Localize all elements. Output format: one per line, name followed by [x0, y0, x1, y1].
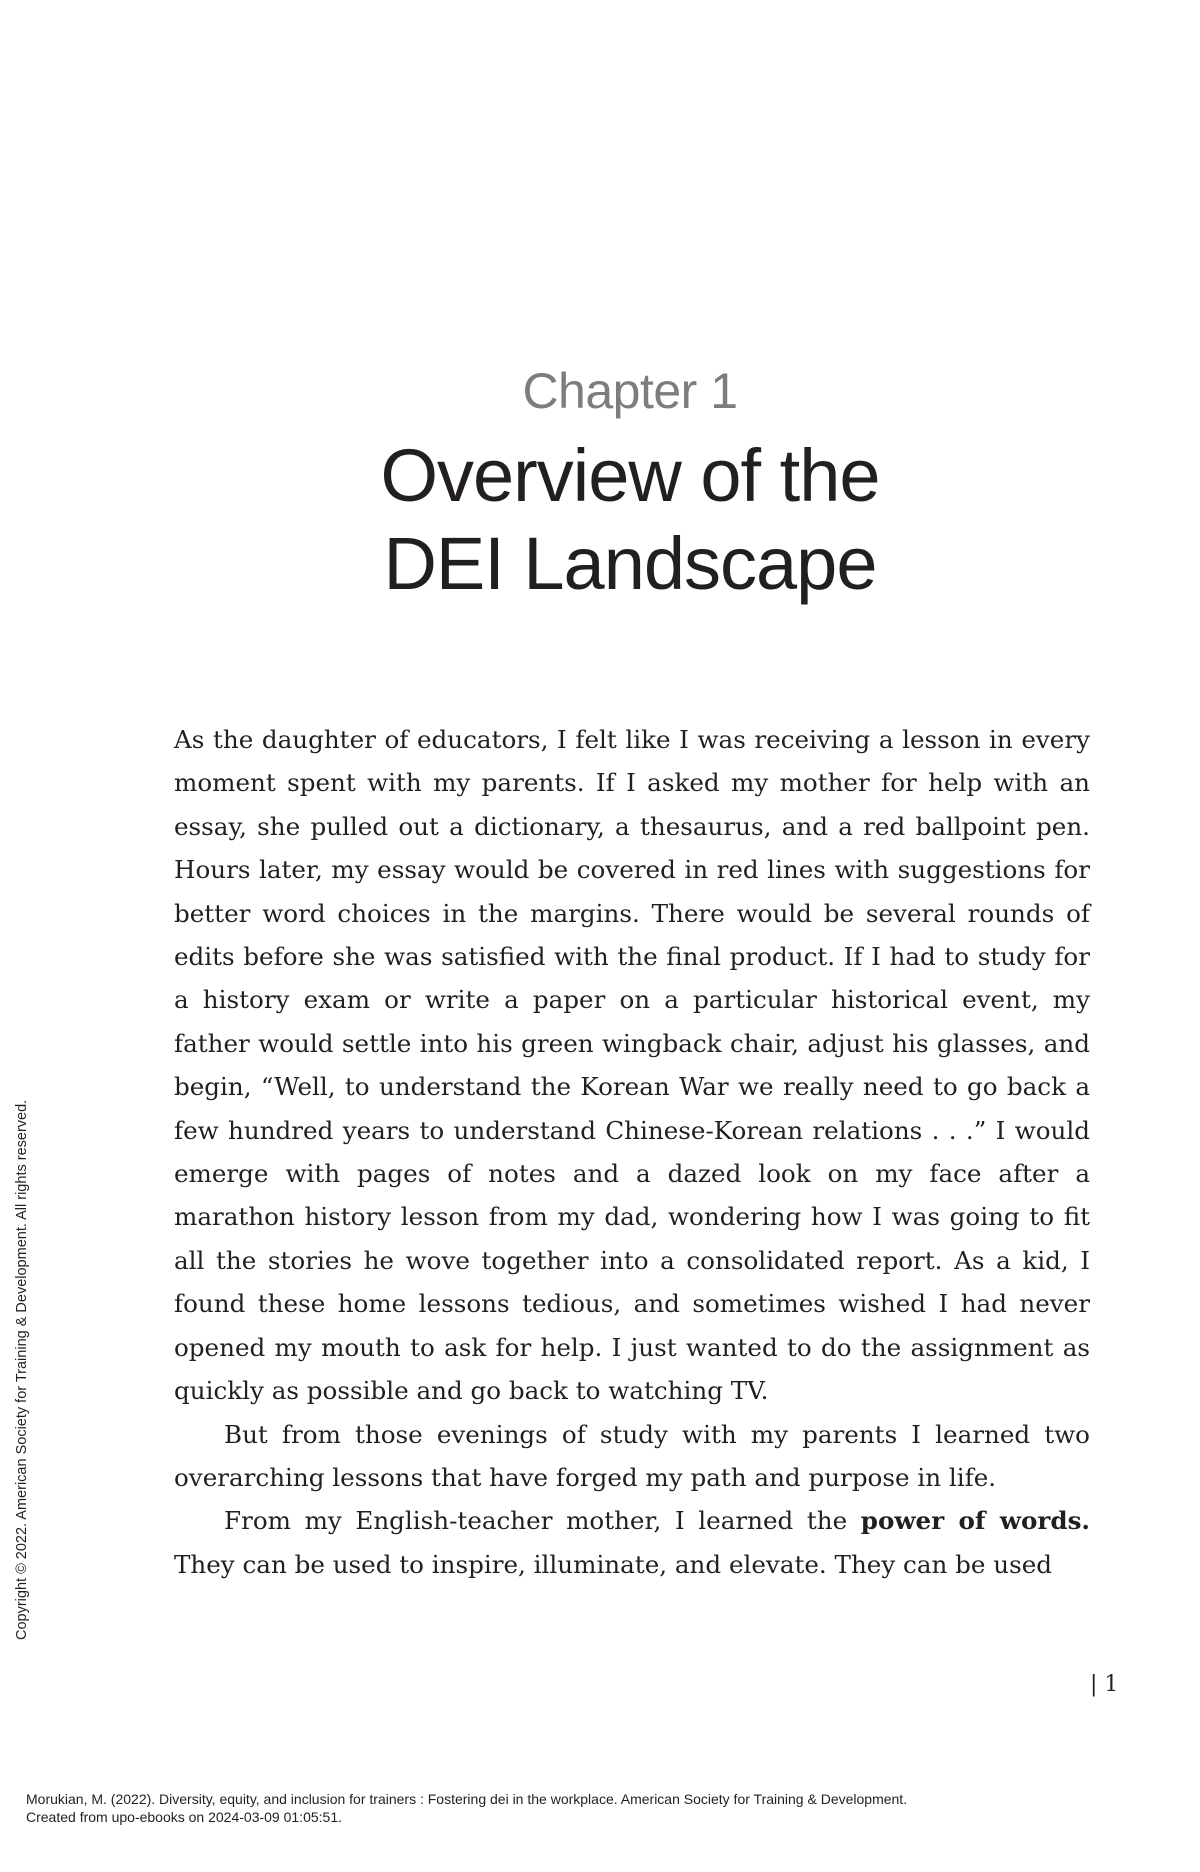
emphasis-power-of-words: power of words. — [860, 1506, 1090, 1536]
body-paragraph-3 — [174, 1499, 1090, 1586]
citation-footer — [26, 1790, 907, 1826]
chapter-label: Chapter 1 — [522, 363, 738, 419]
paragraph-3-text-start: From my English-teacher mother, I learned the — [224, 1506, 861, 1536]
chapter-title-line-1: Overview of the — [380, 434, 880, 517]
side-copyright-notice: Copyright © 2022. American Society for Training & Development. All rights reserved. — [14, 1099, 30, 1640]
paragraph-3-text-end: They can be used to inspire, illuminate, and elevate. They can be used — [174, 1549, 1053, 1579]
chapter-body — [174, 718, 1090, 1586]
chapter-title-line-2: DEI Landscape — [383, 522, 877, 605]
citation-line: Morukian, M. (2022). Diversity, equity, and inclusion for trainers : Fostering dei in the workplace. American Society for Training & Development. — [26, 1791, 908, 1807]
body-paragraph-2: But from those evenings of study with my parents I learned two overarching lessons that have forged my path and purpose in life. — [174, 1419, 1090, 1492]
created-line: Created from upo-ebooks on 2024-03-09 01:05:51. — [26, 1809, 342, 1825]
page-number: | 1 — [1090, 1672, 1119, 1697]
body-paragraph-1: As the daughter of educators, I felt like I was receiving a lesson in every moment spent with my parents. If I asked my mother for help with an essay, she pulled out a dictionary, a thesaurus, and a red ballpoint pen. Hours later, my essay would be covered in red lines with suggestions for better word choices in the margins. There would be several rounds of edits before she was satisfied with the final product. If I had to study for a history exam or write a paper on a particular historical event, my father would settle into his green wingback chair, adjust his glasses, and begin, “Well, to understand the Korean War we really need to go back a few hundred years to understand Chinese-Korean relations . . .” I would emerge with pages of notes and a dazed look on my face after a marathon history lesson from my dad, wondering how I was going to fit all the stories he wove together into a consolidated report. As a kid, I found these home lessons tedious, and sometimes wished I had never opened my mouth to ask for help. I just wanted to do the assignment as quickly as possible and go back to watching TV. — [174, 725, 1090, 1406]
chapter-title — [0, 432, 1200, 608]
